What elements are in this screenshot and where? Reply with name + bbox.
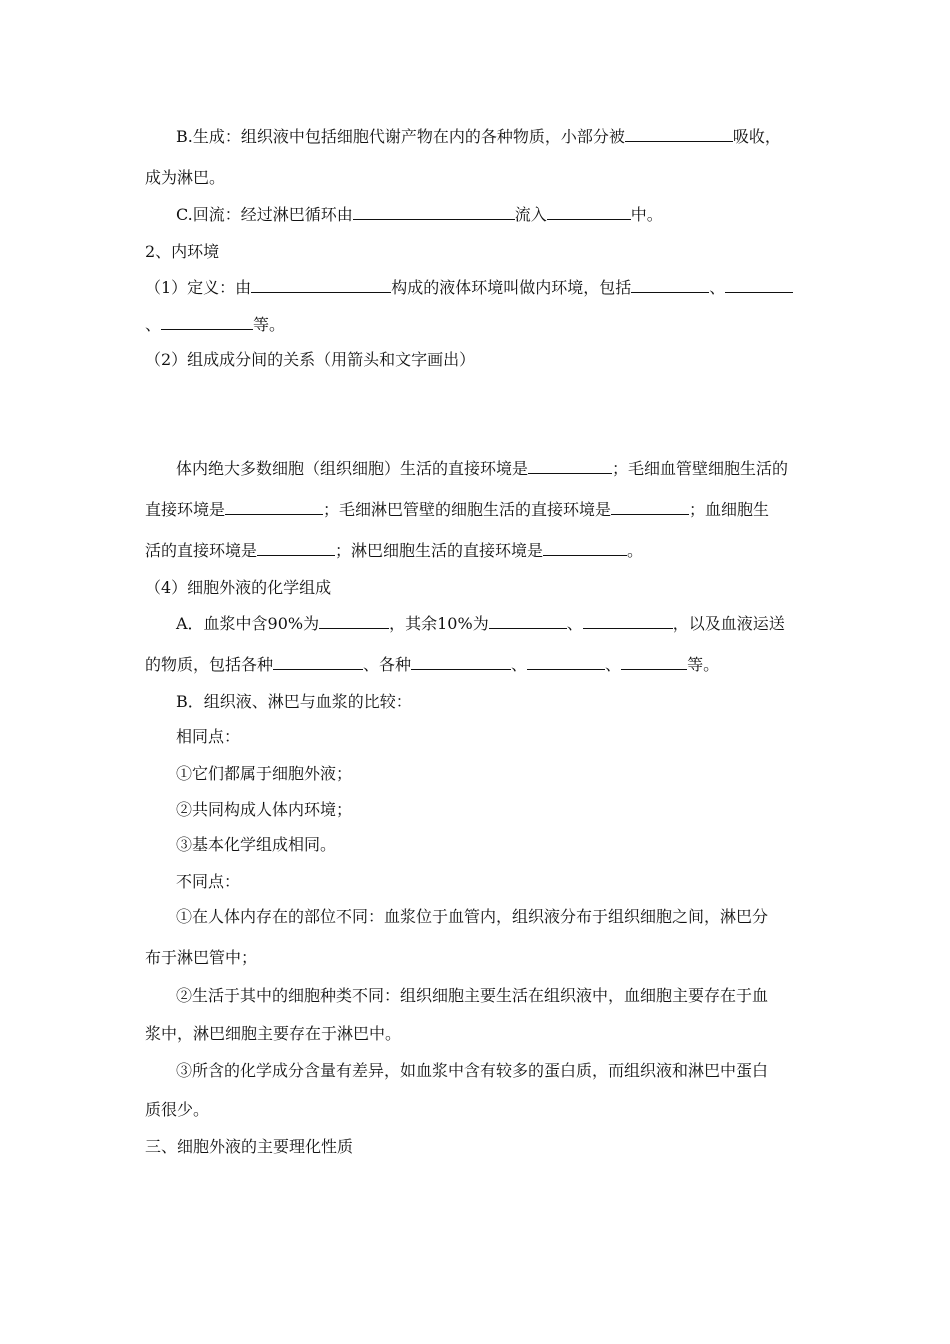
list-item: ②共同构成人体内环境；: [176, 800, 353, 819]
text-line: （1）定义：由 构成的液体环境叫做内环境，包括 、: [145, 276, 810, 300]
text-line: （2）组成成分间的关系（用箭头和文字画出）: [145, 350, 476, 369]
section-heading: 2、内环境: [145, 242, 220, 261]
text-line: 质很少。: [145, 1100, 210, 1119]
fill-blank[interactable]: [621, 654, 687, 670]
fill-blank[interactable]: [161, 314, 253, 330]
text-line: 直接环境是 ；毛细淋巴管壁的细胞生活的直接环境是 ；血细胞生: [145, 500, 770, 519]
text-line: 布于淋巴管中；: [145, 948, 258, 967]
fill-blank[interactable]: [489, 613, 567, 629]
fill-blank[interactable]: [353, 204, 515, 220]
list-item: ①在人体内存在的部位不同：血浆位于血管内，组织液分布于组织细胞之间，淋巴分: [176, 907, 769, 926]
list-item: ③所含的化学成分含量有差异，如血浆中含有较多的蛋白质，而组织液和淋巴中蛋白: [176, 1061, 769, 1080]
fill-blank[interactable]: [725, 277, 793, 293]
fill-blank[interactable]: [257, 540, 335, 556]
list-item: ②生活于其中的细胞种类不同：组织细胞主要生活在组织液中，血细胞主要存在于血: [176, 986, 769, 1005]
fill-blank[interactable]: [625, 126, 733, 142]
fill-blank[interactable]: [319, 613, 389, 629]
list-item: ①它们都属于细胞外液；: [176, 764, 353, 783]
fill-blank[interactable]: [543, 540, 627, 556]
fill-blank[interactable]: [528, 458, 612, 474]
section-heading: 三、细胞外液的主要理化性质: [145, 1137, 354, 1156]
fill-blank[interactable]: [225, 499, 323, 515]
text-line: （4）细胞外液的化学组成: [145, 578, 332, 597]
text-line: 不同点：: [176, 872, 241, 891]
list-item: ③基本化学组成相同。: [176, 835, 337, 854]
fill-blank[interactable]: [547, 204, 631, 220]
text-line: C.回流：经过淋巴循环由 流入 中。: [176, 205, 663, 224]
fill-blank[interactable]: [583, 613, 673, 629]
text-line: 成为淋巴。: [145, 168, 226, 187]
text-line: 相同点：: [176, 727, 241, 746]
fill-blank[interactable]: [611, 499, 689, 515]
text-line: 的物质，包括各种 、各种 、 、 等。: [145, 655, 720, 674]
fill-blank[interactable]: [251, 277, 391, 293]
fill-blank[interactable]: [411, 654, 511, 670]
text-line: 活的直接环境是 ；淋巴细胞生活的直接环境是 。: [145, 541, 644, 560]
fill-blank[interactable]: [631, 277, 709, 293]
text-line: 浆中，淋巴细胞主要存在于淋巴中。: [145, 1024, 402, 1043]
text-line: 、 等。: [145, 315, 286, 334]
text-line: B．组织液、淋巴与血浆的比较：: [176, 692, 412, 711]
text-line: A．血浆中含90%为 ，其余10%为 、 ，以及血液运送: [176, 614, 785, 633]
text-line: B.生成：组织液中包括细胞代谢产物在内的各种物质，小部分被 吸收，: [176, 127, 781, 146]
fill-blank[interactable]: [527, 654, 605, 670]
text-line: 体内绝大多数细胞（组织细胞）生活的直接环境是 ；毛细血管壁细胞生活的: [176, 459, 789, 478]
fill-blank[interactable]: [273, 654, 363, 670]
